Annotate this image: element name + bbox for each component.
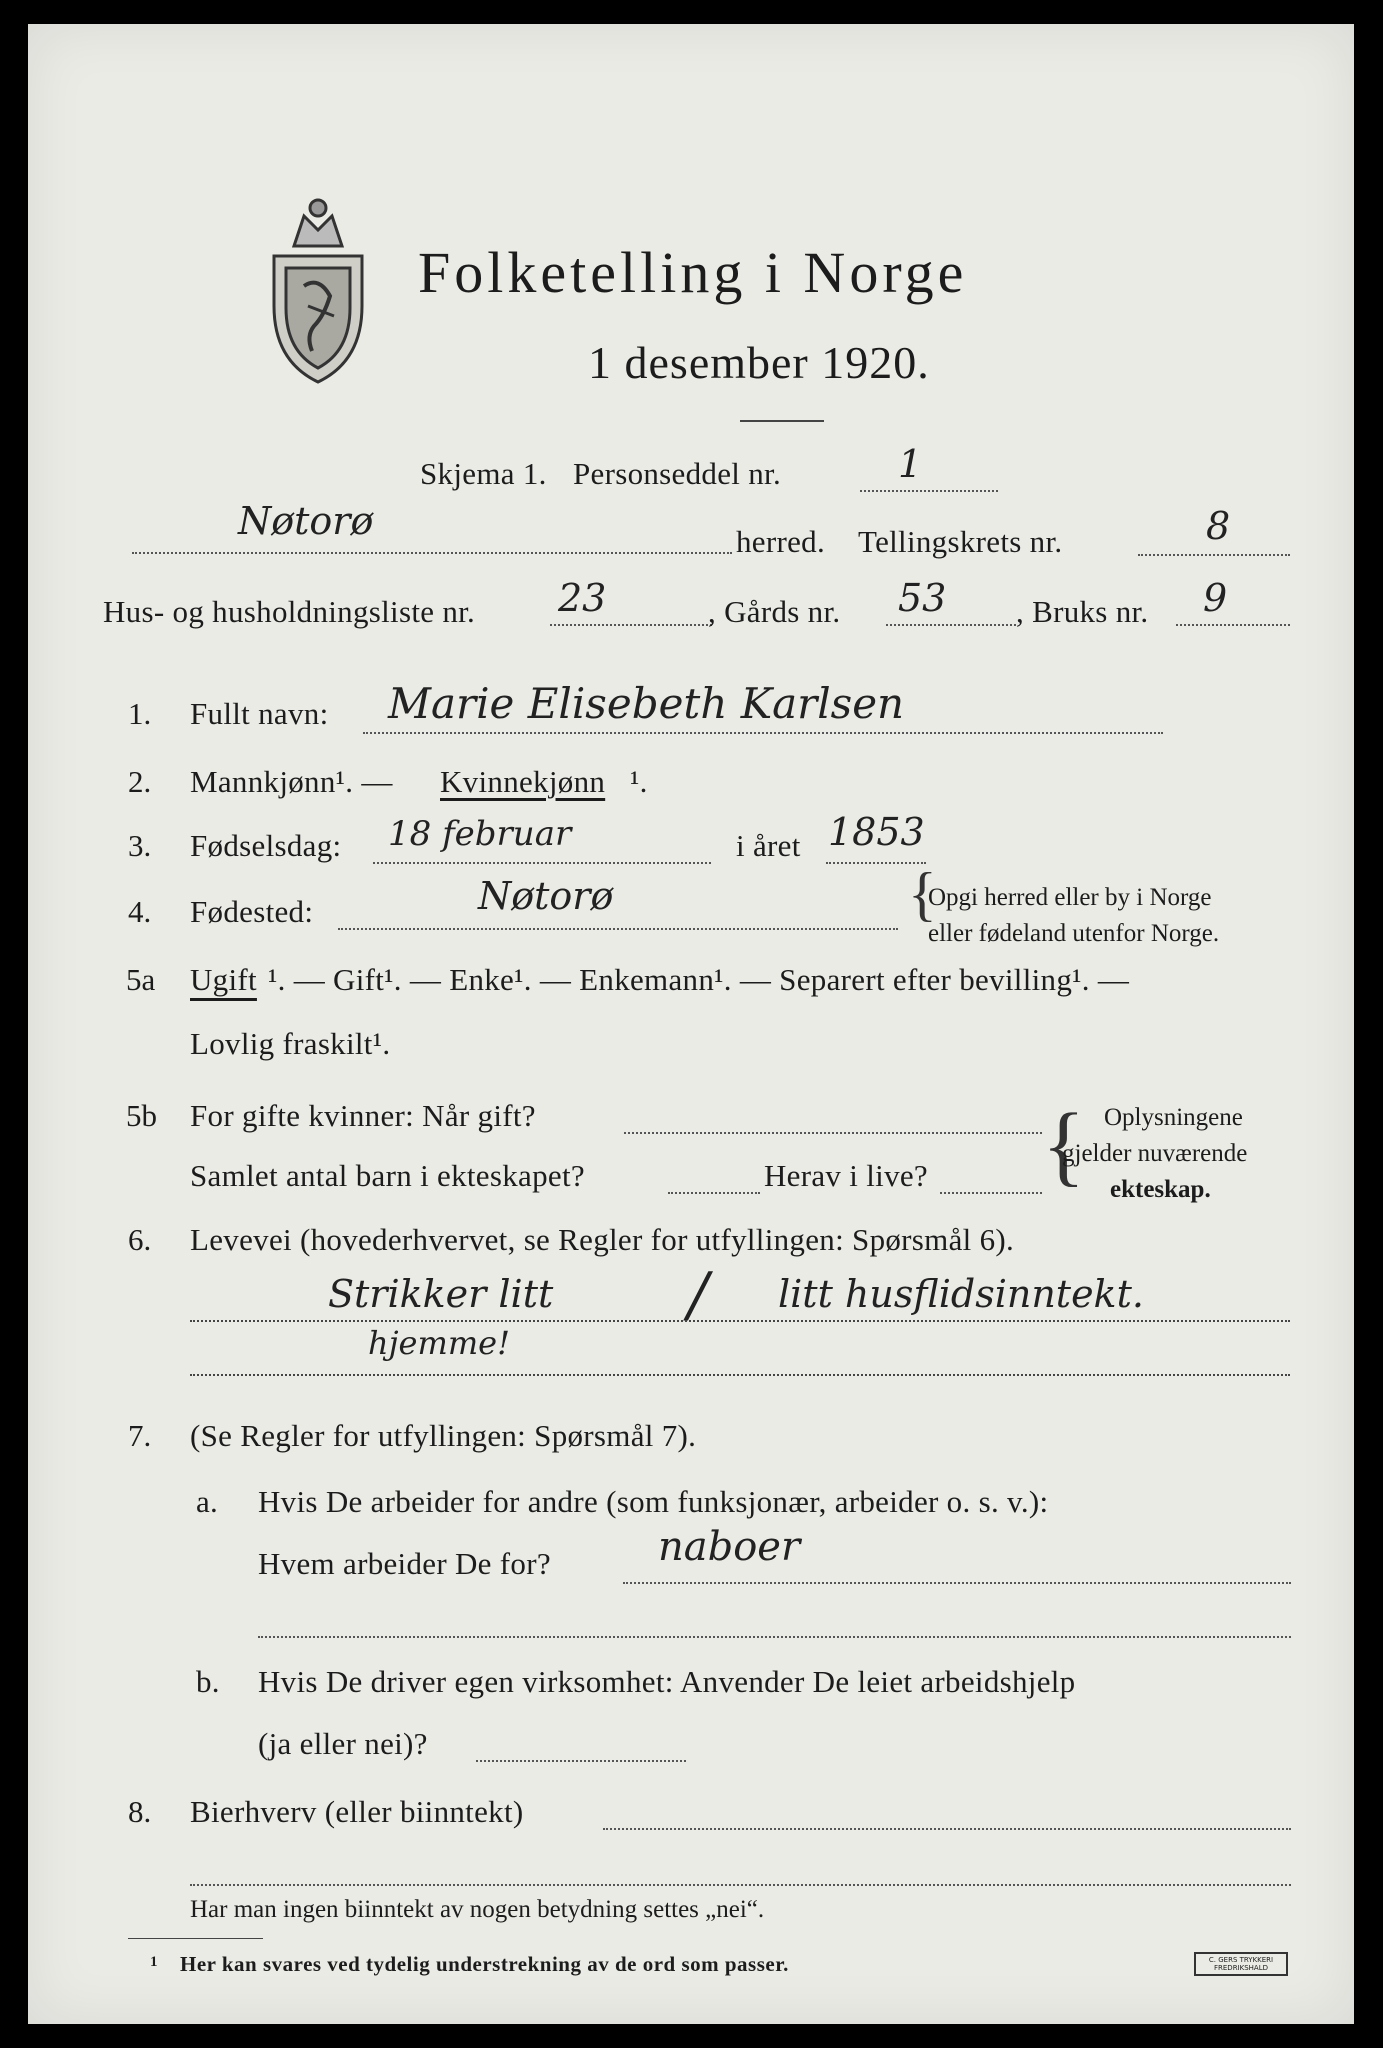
bruks-label: , Bruks nr.	[1016, 594, 1149, 629]
q7a-employer-value: naboer	[658, 1524, 801, 1570]
q6-number: 6.	[128, 1222, 152, 1257]
husliste-label: Hus- og husholdningsliste nr.	[103, 594, 476, 629]
q1-number: 1.	[128, 696, 152, 731]
q7b-text: Hvis De driver egen virksomhet: Anvender De leiet arbeidshjelp	[258, 1664, 1076, 1699]
q6-answer-part2: litt husflidsinntekt.	[778, 1272, 1144, 1316]
form-date: 1 desember 1920.	[588, 337, 930, 388]
coat-of-arms-icon	[264, 186, 372, 386]
q7b-question: (ja eller nei)?	[258, 1726, 428, 1761]
q5a-ugift: Ugift	[190, 962, 257, 997]
q5a-line2: Lovlig fraskilt¹.	[190, 1026, 391, 1061]
q2-mann: Mannkjønn¹. —	[190, 764, 393, 799]
q4-birthplace-value: Nøtorø	[478, 874, 614, 918]
q5a-options: ¹. — Gift¹. — Enke¹. — Enkemann¹. — Separert efter bevilling¹. —	[268, 962, 1130, 997]
herred-label: herred.	[736, 524, 826, 559]
q1-full-name-value: Marie Elisebeth Karlsen	[388, 679, 905, 728]
q4-note-line1: Opgi herred eller by i Norge	[928, 884, 1212, 911]
printer-stamp: C. GERS TRYKKERI FREDRIKSHALD	[1194, 1952, 1288, 1976]
q5b-number: 5b	[126, 1098, 157, 1133]
footnote-mark: 1	[150, 1954, 158, 1970]
q5a-number: 5a	[126, 962, 156, 997]
gards-value: 53	[898, 576, 947, 620]
skjema-label: Skjema 1.	[420, 456, 547, 491]
q2-number: 2.	[128, 764, 152, 799]
gards-label: , Gårds nr.	[708, 594, 841, 629]
tellingskrets-label: Tellingskrets nr.	[858, 524, 1063, 559]
q2-kvinne-sup: ¹.	[630, 764, 648, 799]
q5b-label1: For gifte kvinner: Når gift?	[190, 1098, 536, 1133]
personseddel-value: 1	[898, 442, 923, 486]
bruks-value: 9	[1203, 576, 1228, 620]
q5b-note-line1: Oplysningene	[1104, 1104, 1243, 1131]
q7a-text: Hvis De arbeider for andre (som funksjonær, arbeider o. s. v.):	[258, 1484, 1049, 1519]
q7a-letter: a.	[196, 1484, 219, 1519]
footnote-text: Her kan svares ved tydelig understrekning av de ord som passer.	[180, 1952, 789, 1976]
q3-aaret-label: i året	[736, 828, 801, 863]
form-title: Folketelling i Norge	[418, 240, 968, 305]
q7-number: 7.	[128, 1418, 152, 1453]
q7a-question: Hvem arbeider De for?	[258, 1546, 551, 1581]
q8-number: 8.	[128, 1794, 152, 1829]
q4-number: 4.	[128, 894, 152, 929]
q5b-label2: Samlet antal barn i ekteskapet?	[190, 1158, 585, 1193]
q3-birthday-value: 18 februar	[388, 814, 572, 854]
q7-label: (Se Regler for utfyllingen: Spørsmål 7).	[190, 1418, 697, 1453]
husliste-value: 23	[558, 576, 607, 620]
q5b-note-line3: ekteskap.	[1110, 1176, 1211, 1203]
q5b-note-line2: gjelder nuværende	[1062, 1140, 1248, 1167]
census-form-sheet: Folketelling i Norge 1 desember 1920. Skjema 1. Personseddel nr. 1 Nøtorø herred. Tellingskrets nr. 8 Hus- og husholdningsliste nr. 23 , Gårds nr. 53 , Bruks nr. 9 1. Fullt navn: Marie Elisebeth Karlsen 2. Mannkjønn¹. — Kvinnekjønn ¹. 3. Fødselsdag: 18 februar i året 1853 4. Fødested: Nøtorø { Opgi herred eller by i Norge eller fødeland utenfor Norge. 5a Ugift ¹. — Gift¹. — Enke¹. — Enkemann¹. — Separert efter bevilling¹. — Lovlig fraskilt¹. 5b For gifte kvinner: Når gift? Samlet antal barn i ekteskapet? Herav i live? { Oplysningene gjelder nuværende ekteskap. 6. Levevei (hovederhvervet, se Regler for utfyllingen: Spørsmål 6). Strikker litt / litt husflidsinntekt. hjemme! 7. (Se Regler for utfyllingen: Spørsmål 7). a. Hvis De arbeider for andre (som funksjonær, arbeider o. s. v.): Hvem arbeider De for? naboer b. Hvis De driver egen virksomhet: Anvender De leiet arbeidshjelp (ja eller nei)? 8. Bierhverv (eller biinntekt) Har man ingen biinntekt av nogen betydning settes „nei“. 1 Her kan svares ved tydelig understrekning av de ord som passer. C. GERS TRYKKERI FREDRIKSHALD	[28, 24, 1354, 2024]
q5b-label3: Herav i live?	[764, 1158, 928, 1193]
personseddel-label: Personseddel nr.	[573, 456, 781, 491]
herred-value: Nøtorø	[238, 499, 374, 543]
q3-number: 3.	[128, 828, 152, 863]
q2-kvinne: Kvinnekjønn	[440, 764, 606, 799]
q3-label: Fødselsdag:	[190, 828, 342, 863]
q6-answer-part1: Strikker litt	[328, 1272, 554, 1316]
q7b-letter: b.	[196, 1664, 220, 1699]
q4-note-line2: eller fødeland utenfor Norge.	[928, 920, 1220, 947]
q6-label: Levevei (hovederhvervet, se Regler for utfyllingen: Spørsmål 6).	[190, 1222, 1015, 1257]
q4-label: Fødested:	[190, 894, 314, 929]
q1-label: Fullt navn:	[190, 696, 329, 731]
title-rule	[740, 420, 824, 422]
q8-note: Har man ingen biinntekt av nogen betydning settes „nei“.	[190, 1896, 765, 1923]
q3-year-value: 1853	[828, 810, 925, 854]
tellingskrets-value: 8	[1206, 504, 1231, 548]
q6-answer-line2: hjemme!	[368, 1324, 510, 1362]
q8-label: Bierhverv (eller biinntekt)	[190, 1794, 524, 1829]
